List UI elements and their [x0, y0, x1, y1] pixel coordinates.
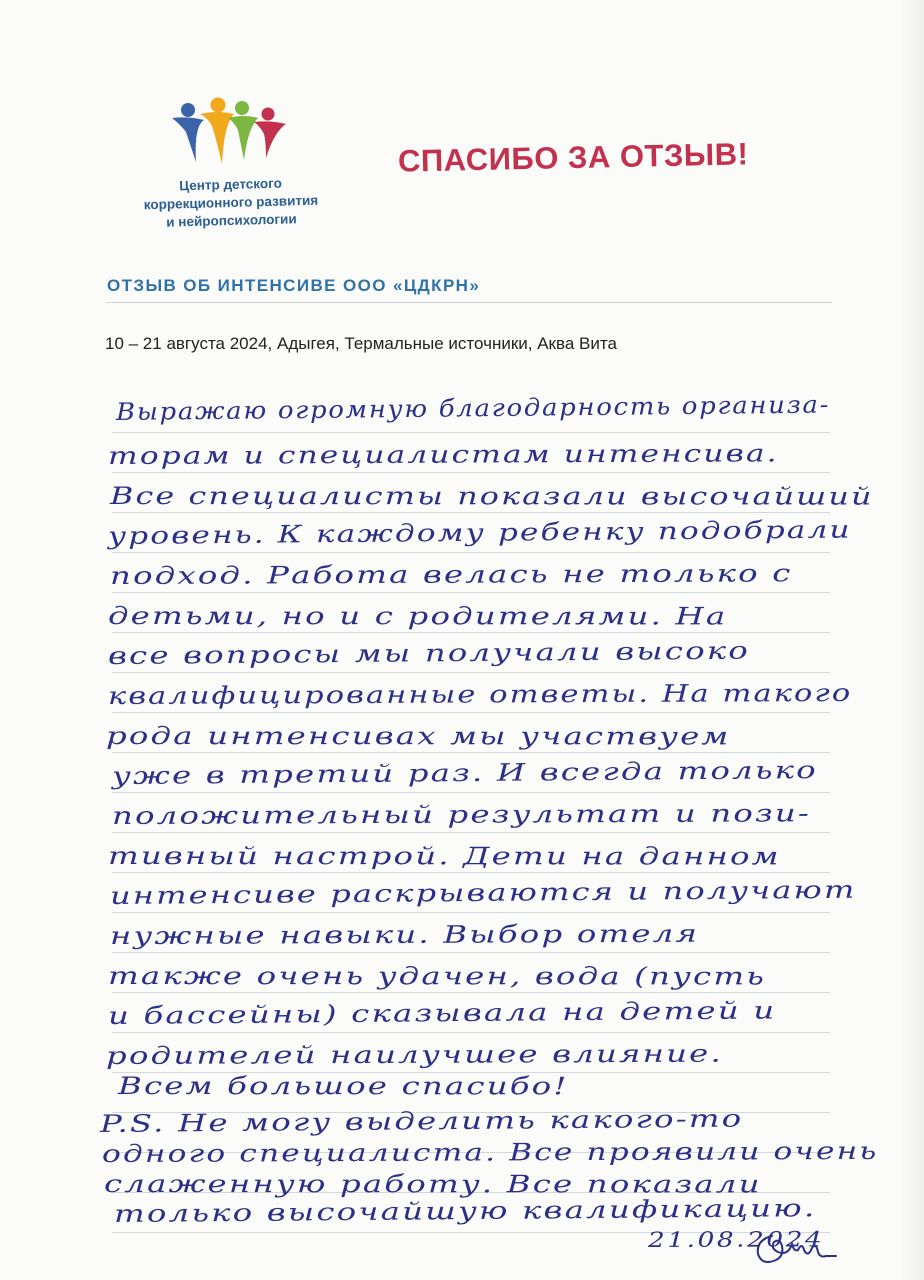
review-line: уровень. К каждому ребенку подобрали: [107, 515, 852, 550]
form-title: ОТЗЫВ ОБ ИНТЕНСИВЕ ООО «ЦДКРН»: [107, 276, 481, 295]
review-line: детьми, но и с родителями. На: [107, 602, 728, 631]
review-line: и бассейны) сказывала на детей и: [107, 996, 777, 1030]
event-details: 10 – 21 августа 2024, Адыгея, Термальные источники, Аква Вита: [105, 334, 617, 353]
signature-icon: [752, 1222, 838, 1272]
review-line: интенсиве раскрываются и получают: [109, 875, 857, 910]
review-line: Все специалисты показали высочайший: [109, 482, 874, 511]
thanks-title: СПАСИБО ЗА ОТЗЫВ!: [397, 136, 749, 179]
review-line: нужные навыки. Выбор отеля: [109, 919, 700, 950]
review-line: все вопросы мы получали высоко: [107, 636, 751, 670]
review-line: слаженную работу. Все показали: [103, 1170, 762, 1199]
review-line: одного специалиста. Все проявили очень: [101, 1136, 879, 1168]
logo-name-line: Центр детского: [179, 175, 283, 194]
review-line: только высочайшую квалификацию.: [113, 1194, 817, 1228]
review-line: квалифицированные ответы. На такого: [107, 678, 853, 710]
review-line: тивный настрой. Дети на данном: [107, 842, 781, 871]
review-line: уже в третий раз. И всегда только: [111, 756, 819, 790]
review-line: подход. Работа велась не только с: [109, 559, 793, 590]
logo-name-line: коррекционного развития: [143, 192, 319, 213]
review-line: торам и специалистам интенсива.: [107, 439, 779, 470]
review-line: P.S. Не могу выделить какого-то: [99, 1104, 744, 1138]
review-date: 21.08.2024: [647, 1227, 825, 1252]
logo-name-line: и нейропсихологии: [166, 211, 297, 230]
review-line: рода интенсивах мы участвуем: [105, 722, 731, 751]
review-line: Выражаю огромную благодарность организа-: [115, 390, 831, 426]
review-line: Всем большое спасибо!: [117, 1072, 569, 1101]
review-line: также очень удачен, вода (пусть: [107, 962, 767, 991]
review-line: положительный результат и пози-: [111, 799, 812, 830]
review-line: родителей наилучшее влияние.: [105, 1039, 724, 1070]
